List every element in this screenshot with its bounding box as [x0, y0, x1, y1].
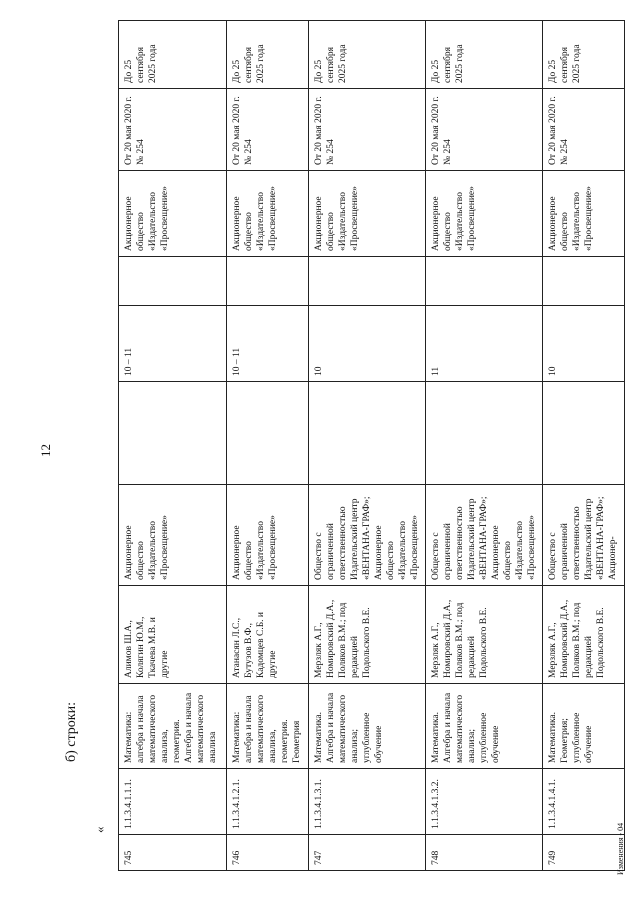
table-row — [119, 21, 227, 871]
textbook-authors: Алимов Ш.А., Колягин Ю.М., Ткачева М.В. и другие — [119, 586, 227, 684]
order-reference: От 20 мая 2020 г. № 254 — [543, 89, 625, 171]
textbook-publisher-2: Акционерное общество «Издательство «Просвещение» — [119, 171, 227, 257]
textbook-publisher: Общество с ограниченной ответственностью Издательский центр «ВЕНТАНА-ГРАФ»; Акционер- — [543, 485, 625, 586]
open-quote: « — [92, 826, 107, 833]
textbook-title: Математика. Алгебра и начала математического анализа; углубленное обучение — [426, 684, 543, 769]
textbook-publisher: Акционерное общество «Издательство «Просвещение» — [119, 485, 227, 586]
row-number: 749 — [543, 835, 625, 871]
empty-cell — [227, 257, 309, 306]
valid-until: До 25 сентября 2025 года — [309, 21, 426, 89]
textbook-table — [118, 20, 625, 871]
row-number: 746 — [227, 835, 309, 871]
section-heading: б) строки: — [64, 702, 79, 762]
textbook-publisher: Общество с ограниченной ответственностью Издательский центр «ВЕНТАНА-ГРАФ»; Акционерное общество «Издательство «Просвещение» — [309, 485, 426, 586]
order-reference: От 20 мая 2020 г. № 254 — [227, 89, 309, 171]
textbook-publisher-2: Акционерное общество «Издательство «Просвещение» — [543, 171, 625, 257]
valid-until: До 25 сентября 2025 года — [119, 21, 227, 89]
empty-cell — [119, 257, 227, 306]
textbook-grade: 10 — [309, 306, 426, 382]
empty-cell — [227, 382, 309, 485]
textbook-authors: Мерзляк А.Г., Номировский Д.А., Поляков В.М.; под редакцией Подольского В.Е. — [543, 586, 625, 684]
row-number: 747 — [309, 835, 426, 871]
empty-cell — [543, 382, 625, 485]
valid-until: До 25 сентября 2025 года — [426, 21, 543, 89]
textbook-title: Математика: алгебра и начала математического анализа, геометрия. Геометрия — [227, 684, 309, 769]
empty-cell — [426, 257, 543, 306]
valid-until: До 25 сентября 2025 года — [227, 21, 309, 89]
empty-cell — [543, 257, 625, 306]
textbook-title: Математика: алгебра и начала математического анализа, геометрия. Алгебра и начала математического анализа — [119, 684, 227, 769]
page-number: 12 — [38, 444, 53, 457]
empty-cell — [426, 382, 543, 485]
textbook-code: 1.1.3.4.1.1.1. — [119, 769, 227, 835]
textbook-code: 1.1.3.4.1.3.2. — [426, 769, 543, 835]
textbook-publisher-2: Акционерное общество «Издательство «Просвещение» — [426, 171, 543, 257]
textbook-title: Математика. Геометрия; углубленное обучение — [543, 684, 625, 769]
textbook-grade: 11 — [426, 306, 543, 382]
empty-cell — [309, 257, 426, 306]
textbook-publisher-2: Акционерное общество «Издательство «Просвещение» — [227, 171, 309, 257]
order-reference: От 20 мая 2020 г. № 254 — [119, 89, 227, 171]
footer-note: Изменения - 04 — [616, 822, 625, 875]
textbook-code: 1.1.3.4.1.3.1. — [309, 769, 426, 835]
textbook-code: 1.1.3.4.1.4.1. — [543, 769, 625, 835]
textbook-grade: 10 – 11 — [227, 306, 309, 382]
row-number: 748 — [426, 835, 543, 871]
textbook-authors: Мерзляк А.Г., Номировский Д.А., Поляков В.М.; под редакцией Подольского В.Е. — [426, 586, 543, 684]
textbook-publisher: Акционерное общество «Издательство «Просвещение» — [227, 485, 309, 586]
order-reference: От 20 мая 2020 г. № 254 — [309, 89, 426, 171]
textbook-publisher: Общество с ограниченной ответственностью Издательский центр «ВЕНТАНА-ГРАФ»; Акционерное общество «Издательство «Просвещение» — [426, 485, 543, 586]
textbook-grade: 10 — [543, 306, 625, 382]
textbook-code: 1.1.3.4.1.2.1. — [227, 769, 309, 835]
table-row — [426, 21, 543, 871]
table-row — [543, 21, 625, 871]
table-row — [309, 21, 426, 871]
table-row — [227, 21, 309, 871]
textbook-title: Математика. Алгебра и начала математического анализа; углубленное обучение — [309, 684, 426, 769]
textbook-authors: Атанасян Л.С., Бутузов В.Ф., Кадомцев С.Б. и другие — [227, 586, 309, 684]
valid-until: До 25 сентября 2025 года — [543, 21, 625, 89]
empty-cell — [119, 382, 227, 485]
textbook-grade: 10 – 11 — [119, 306, 227, 382]
row-number: 745 — [119, 835, 227, 871]
order-reference: От 20 мая 2020 г. № 254 — [426, 89, 543, 171]
textbook-authors: Мерзляк А.Г., Номировский Д.А., Поляков В.М.; под редакцией Подольского В.Е. — [309, 586, 426, 684]
empty-cell — [309, 382, 426, 485]
textbook-publisher-2: Акционерное общество «Издательство «Просвещение» — [309, 171, 426, 257]
